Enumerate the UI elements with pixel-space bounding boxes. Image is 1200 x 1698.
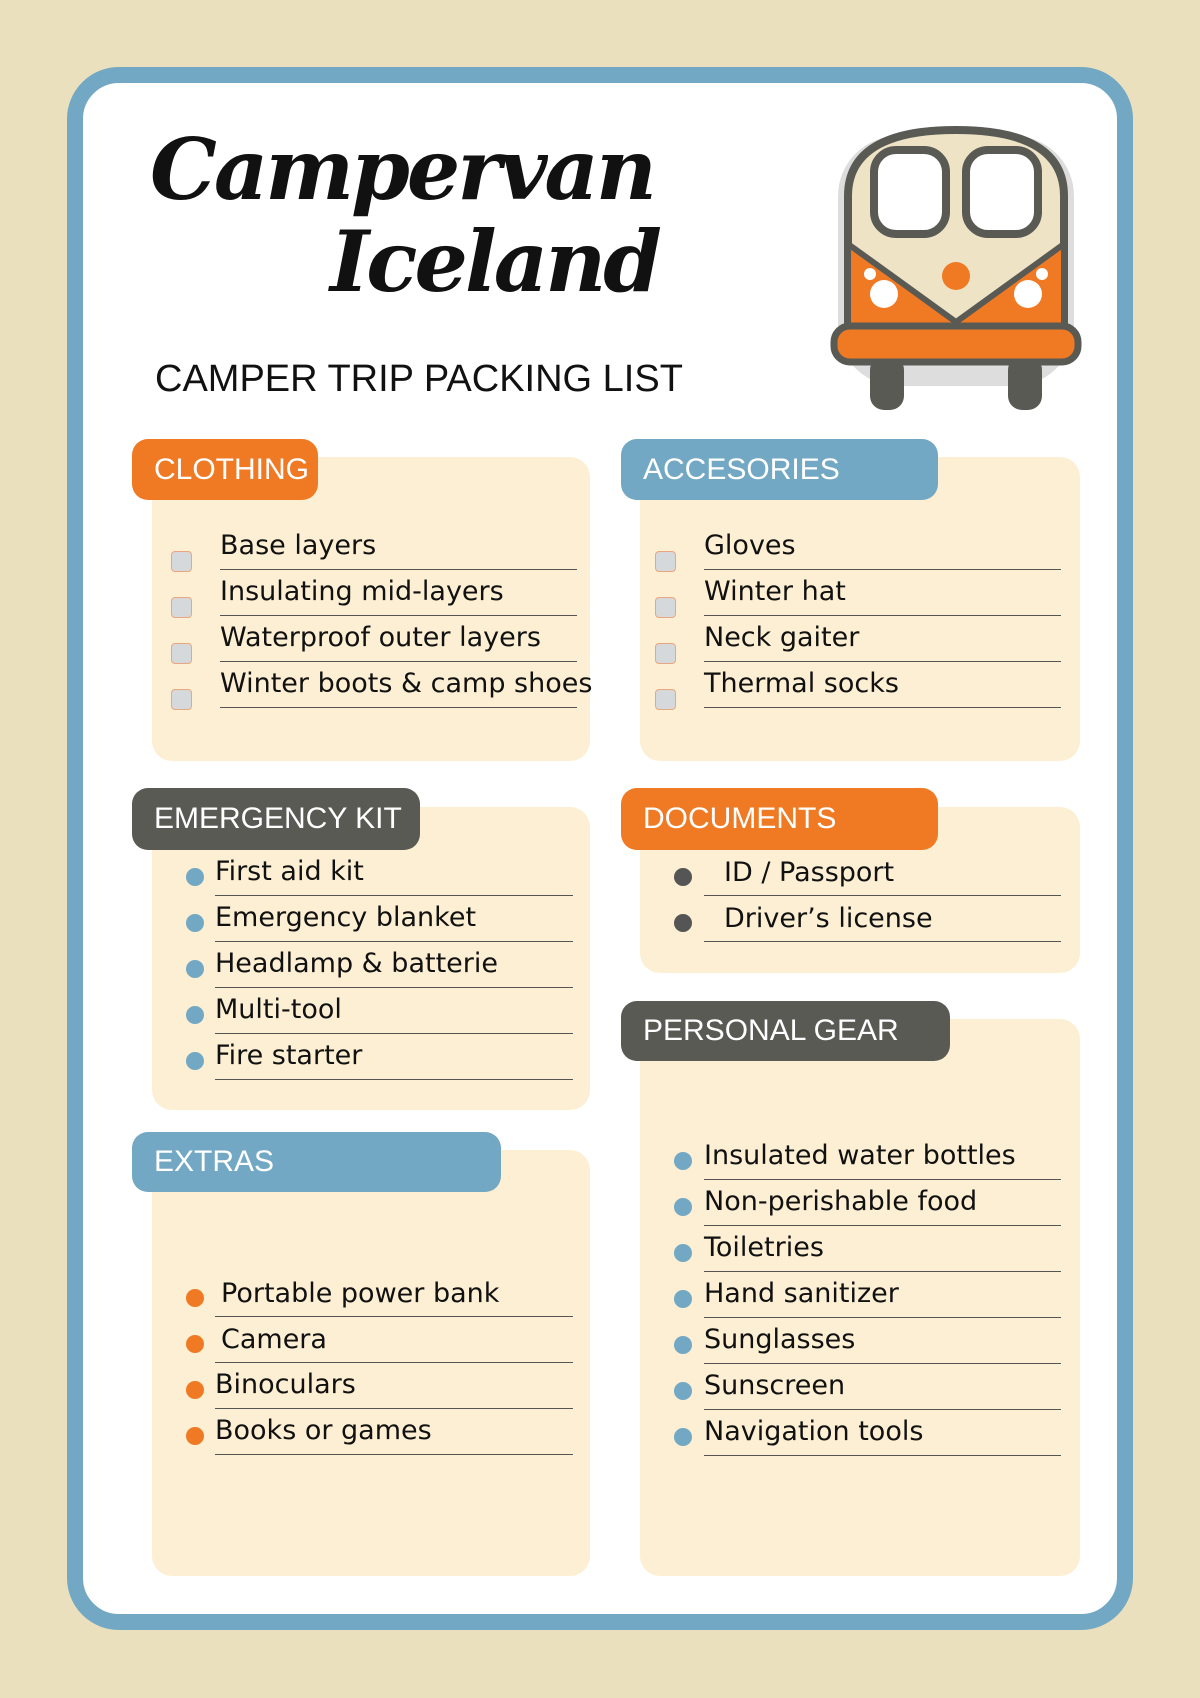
item-label: Winter boots & camp shoes bbox=[220, 667, 577, 708]
item-label: Hand sanitizer bbox=[704, 1277, 1061, 1318]
item-label: Insulating mid-layers bbox=[220, 575, 577, 616]
accessories-header: ACCESORIES bbox=[621, 439, 938, 500]
checkbox[interactable] bbox=[655, 551, 676, 572]
item-label: Navigation tools bbox=[704, 1415, 1061, 1456]
item-label: Driver’s license bbox=[704, 902, 1061, 942]
checkbox[interactable] bbox=[655, 643, 676, 664]
item-label: Non-perishable food bbox=[704, 1185, 1061, 1226]
item-label: Binoculars bbox=[215, 1368, 573, 1409]
emergency-header: EMERGENCY KIT bbox=[132, 788, 420, 850]
bullet-icon bbox=[186, 1427, 204, 1445]
checkbox[interactable] bbox=[655, 689, 676, 710]
bullet-icon bbox=[674, 1198, 692, 1216]
bullet-icon bbox=[186, 1335, 204, 1353]
bullet-icon bbox=[186, 1289, 204, 1307]
bullet-icon bbox=[674, 914, 692, 932]
bullet-icon bbox=[186, 1381, 204, 1399]
title-line-2: Iceland bbox=[330, 212, 660, 311]
checkbox[interactable] bbox=[655, 597, 676, 618]
checkbox[interactable] bbox=[171, 551, 192, 572]
bullet-icon bbox=[186, 1006, 204, 1024]
item-label: Gloves bbox=[704, 529, 1061, 570]
bullet-icon bbox=[674, 1428, 692, 1446]
item-label: Winter hat bbox=[704, 575, 1061, 616]
item-label: Portable power bank bbox=[215, 1277, 573, 1317]
checkbox[interactable] bbox=[171, 597, 192, 618]
bullet-icon bbox=[186, 914, 204, 932]
personal-gear-header: PERSONAL GEAR bbox=[621, 1001, 950, 1061]
item-label: Emergency blanket bbox=[215, 901, 573, 942]
extras-panel bbox=[152, 1150, 590, 1576]
bullet-icon bbox=[674, 1290, 692, 1308]
bullet-icon bbox=[674, 1152, 692, 1170]
bullet-icon bbox=[674, 1382, 692, 1400]
item-label: Sunscreen bbox=[704, 1369, 1061, 1410]
bullet-icon bbox=[674, 1244, 692, 1262]
campervan-icon bbox=[828, 126, 1084, 410]
item-label: ID / Passport bbox=[704, 856, 1061, 896]
item-label: Fire starter bbox=[215, 1039, 573, 1080]
item-label: Base layers bbox=[220, 529, 577, 570]
bullet-icon bbox=[186, 1052, 204, 1070]
bullet-icon bbox=[186, 868, 204, 886]
clothing-header: CLOTHING bbox=[132, 439, 318, 500]
item-label: Waterproof outer layers bbox=[220, 621, 577, 662]
item-label: Headlamp & batterie bbox=[215, 947, 573, 988]
bullet-icon bbox=[674, 868, 692, 886]
bullet-icon bbox=[186, 960, 204, 978]
item-label: Sunglasses bbox=[704, 1323, 1061, 1364]
title-line-1: Campervan bbox=[150, 120, 654, 219]
item-label: Thermal socks bbox=[704, 667, 1061, 708]
checkbox[interactable] bbox=[171, 689, 192, 710]
item-label: Toiletries bbox=[704, 1231, 1061, 1272]
item-label: Insulated water bottles bbox=[704, 1139, 1061, 1180]
item-label: Multi-tool bbox=[215, 993, 573, 1034]
item-label: Neck gaiter bbox=[704, 621, 1061, 662]
item-label: First aid kit bbox=[215, 855, 573, 896]
page-subtitle: CAMPER TRIP PACKING LIST bbox=[155, 358, 683, 400]
documents-header: DOCUMENTS bbox=[621, 788, 938, 850]
item-label: Camera bbox=[215, 1323, 573, 1363]
item-label: Books or games bbox=[215, 1414, 573, 1455]
bullet-icon bbox=[674, 1336, 692, 1354]
checkbox[interactable] bbox=[171, 643, 192, 664]
extras-header: EXTRAS bbox=[132, 1132, 501, 1192]
